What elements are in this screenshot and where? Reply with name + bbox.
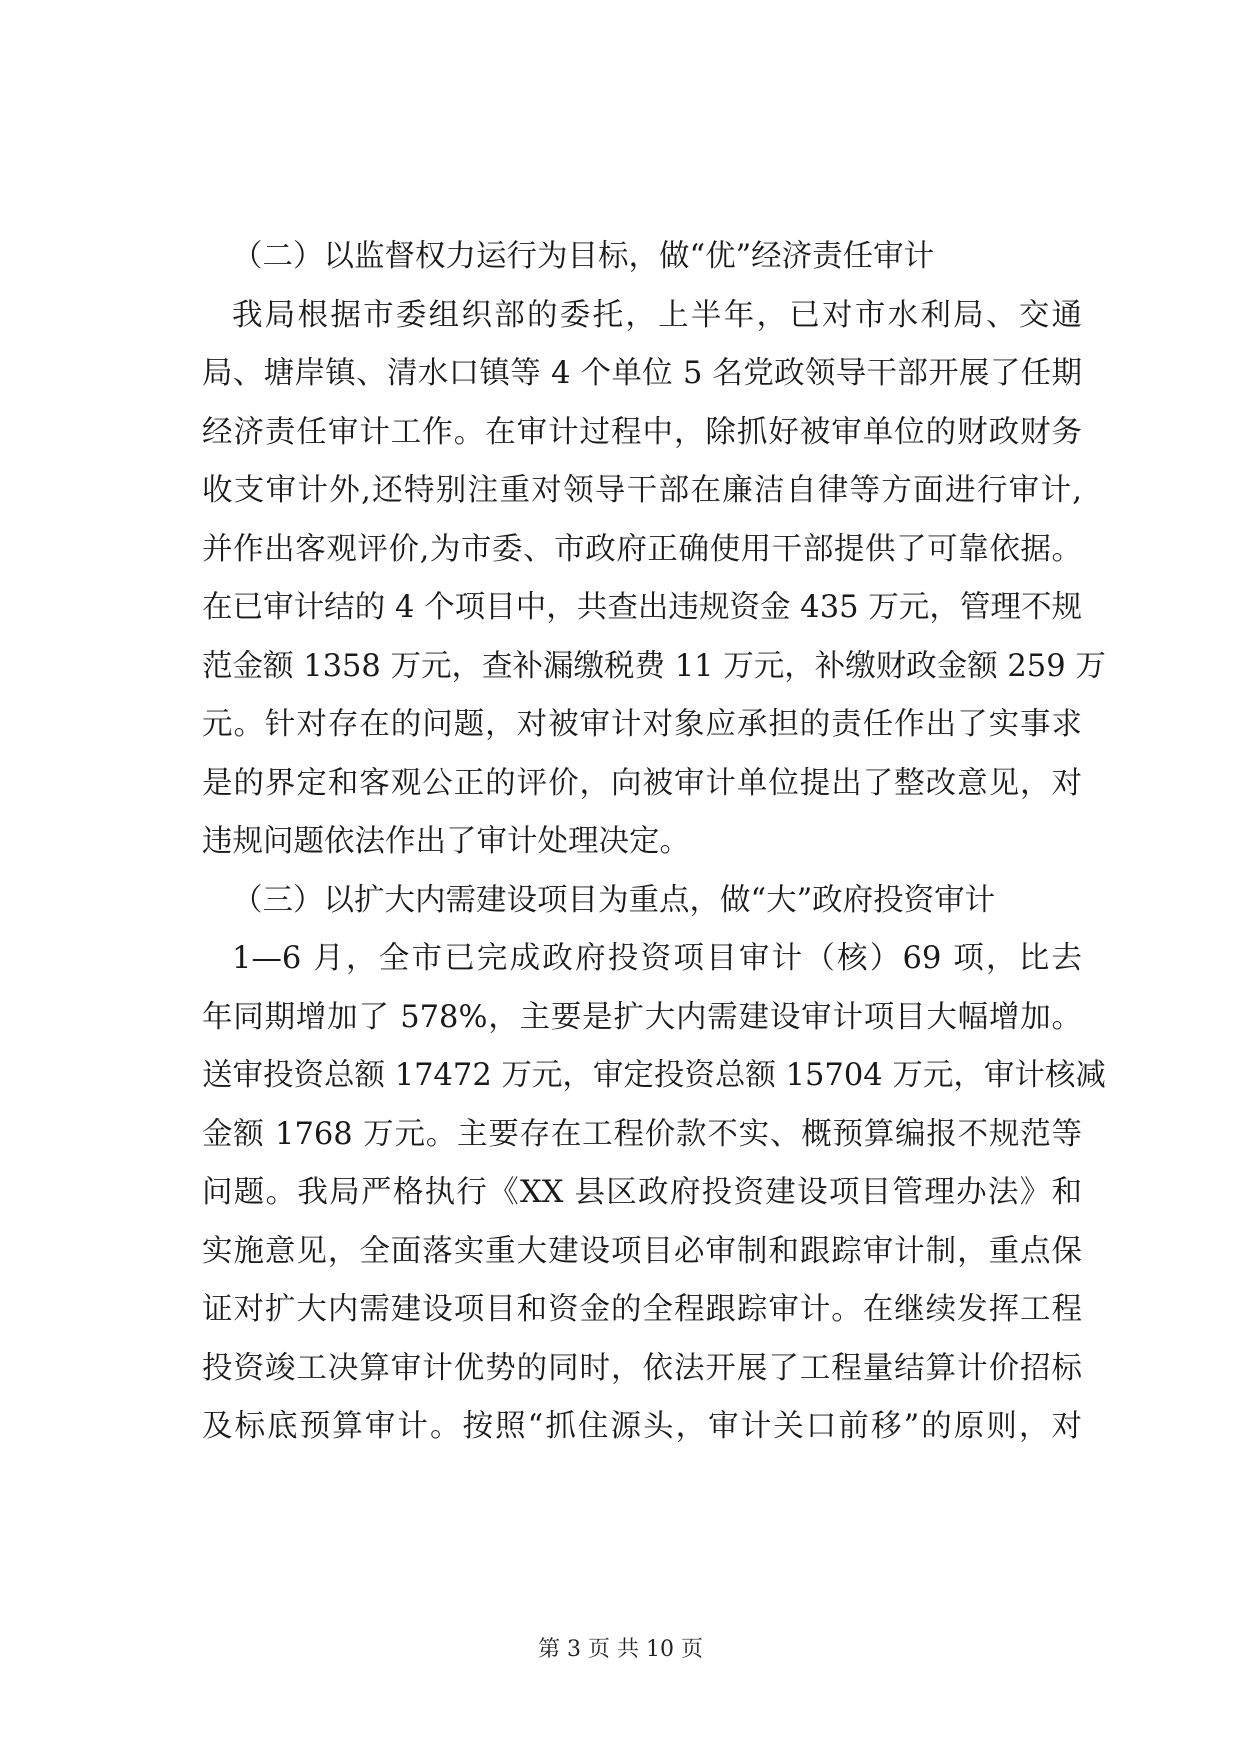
page-footer: 第 3 页 共 10 页 xyxy=(538,1637,703,1662)
paragraph-line: 1—6 月，全市已完成政府投资项目审计（核）69 项，比去 xyxy=(232,941,1082,976)
paragraph-line: 范金额 1358 万元，查补漏缴税费 11 万元，补缴财政金额 259 万 xyxy=(202,648,1106,684)
section-heading: （二）以监督权力运行为目标，做“优”经济责任审计 xyxy=(232,239,935,274)
paragraph-line: 在已审计结的 4 个项目中，共查出违规资金 435 万元，管理不规 xyxy=(202,590,1082,625)
paragraph-line: 并作出客观评价,为市委、市政府正确使用干部提供了可靠依据。 xyxy=(202,531,1082,567)
paragraph-line: 元。针对存在的问题，对被审计对象应承担的责任作出了实事求 xyxy=(202,707,1082,742)
paragraph-line: 违规问题依法作出了审计处理决定。 xyxy=(202,824,690,859)
paragraph-line: 经济责任审计工作。在审计过程中，除抓好被审单位的财政财务 xyxy=(202,414,1082,450)
paragraph-line: 实施意见，全面落实重大建设项目必审制和跟踪审计制，重点保 xyxy=(202,1233,1082,1269)
paragraph-line: 送审投资总额 17472 万元，审定投资总额 15704 万元，审计核减 xyxy=(202,1058,1106,1093)
document-body xyxy=(202,228,1106,1457)
section-heading: （三）以扩大内需建设项目为重点，做“大”政府投资审计 xyxy=(232,882,996,918)
paragraph-line: 证对扩大内需建设项目和资金的全程跟踪审计。在继续发挥工程 xyxy=(202,1292,1082,1327)
paragraph-line: 及标底预算审计。按照“抓住源头，审计关口前移”的原则，对 xyxy=(202,1409,1082,1444)
paragraph-line: 是的界定和客观公正的评价，向被审计单位提出了整改意见，对 xyxy=(202,765,1082,801)
paragraph-line: 局、塘岸镇、清水口镇等 4 个单位 5 名党政领导干部开展了任期 xyxy=(202,356,1082,391)
paragraph-line: 收支审计外,还特别注重对领导干部在廉洁自律等方面进行审计, xyxy=(202,473,1082,508)
paragraph-line: 年同期增加了 578%，主要是扩大内需建设审计项目大幅增加。 xyxy=(202,999,1082,1035)
paragraph-line: 金额 1768 万元。主要存在工程价款不实、概预算编报不规范等 xyxy=(202,1116,1082,1152)
paragraph-line: 问题。我局严格执行《XX 县区政府投资建设项目管理办法》和 xyxy=(202,1175,1082,1210)
paragraph-line: 投资竣工决算审计优势的同时，依法开展了工程量结算计价招标 xyxy=(202,1350,1082,1386)
paragraph-line: 我局根据市委组织部的委托，上半年，已对市水利局、交通 xyxy=(232,297,1082,333)
